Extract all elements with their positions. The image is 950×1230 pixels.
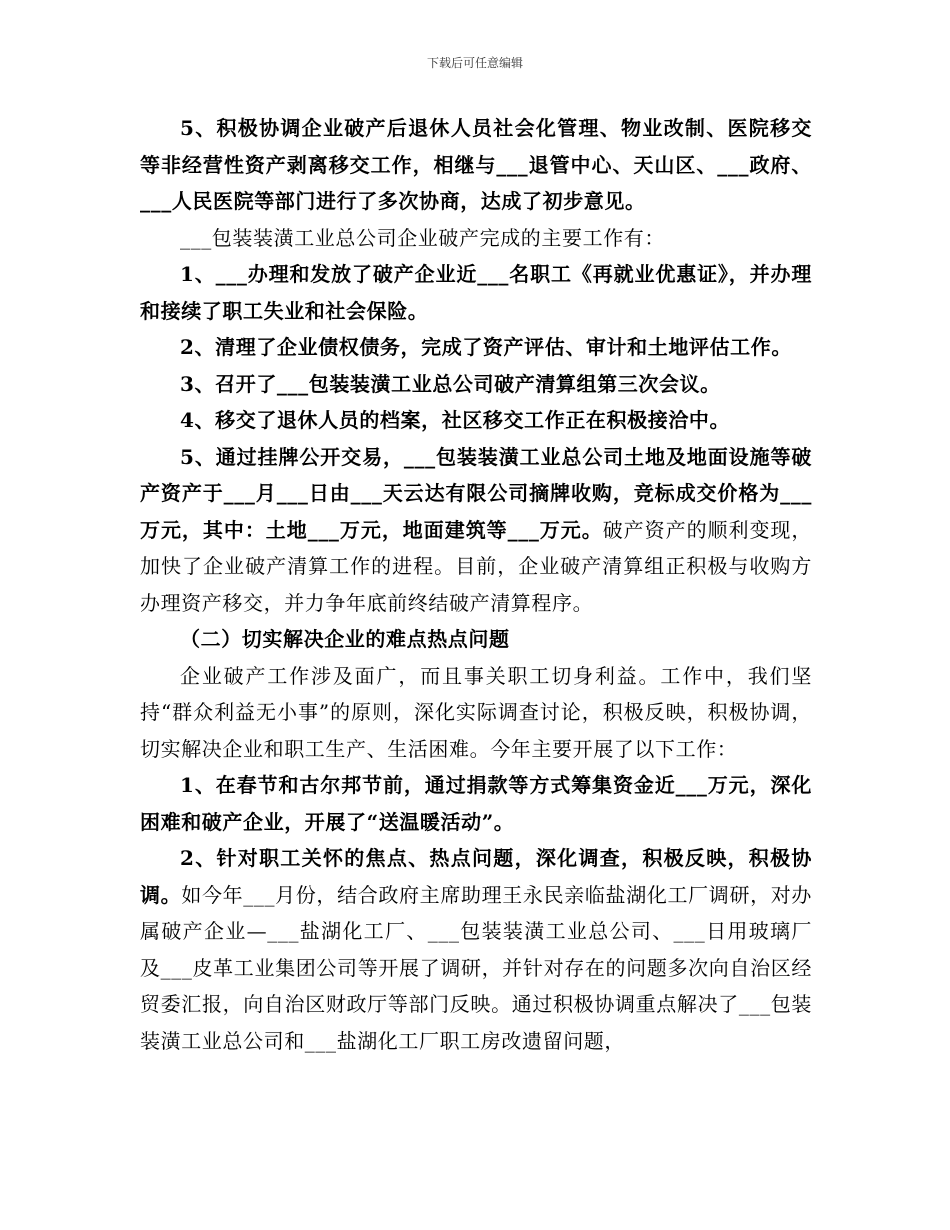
paragraph-7 bbox=[140, 439, 812, 622]
paragraph-10 bbox=[140, 767, 812, 840]
paragraph-text-bold: 5、通过挂牌公开交易，___包装装潢工业总公司土地及地面设施等破产资产于___月___日由___天云达有限公司摘牌收购，竞标成交价格为___万元，其中：土地___万元，地面建筑等___万元。 bbox=[140, 444, 812, 542]
paragraph-6 bbox=[140, 402, 812, 439]
paragraph-5 bbox=[140, 366, 812, 403]
header-note: 下载后可任意编辑 bbox=[426, 56, 523, 70]
paragraph-1 bbox=[140, 110, 812, 220]
paragraph-text: 1、在春节和古尔邦节前，通过捐款等方式筹集资金近___万元，深化困难和破产企业，开展了“送温暖活动”。 bbox=[140, 773, 812, 834]
paragraph-text: 5、积极协调企业破产后退休人员社会化管理、物业改制、医院移交等非经营性资产剥离移交工作，相继与___退管中心、天山区、___政府、___人民医院等部门进行了多次协商，达成了初步意见。 bbox=[140, 116, 812, 213]
section-heading-text: （二）切实解决企业的难点热点问题 bbox=[180, 627, 510, 651]
paragraph-text-bold: 2、针对职工关怀的焦点、热点问题，深化调查，积极反映，积极协调。 bbox=[140, 846, 812, 907]
paragraph-3 bbox=[140, 256, 812, 329]
paragraph-text-regular: 如今年___月份，结合政府主席助理王永民亲临盐湖化工厂调研，对办属破产企业—___盐湖化工厂、___包装装潢工业总公司、___日用玻璃厂及___皮革工业集团公司等开展了调研，并针对存在的问题多次向自治区经贸委汇报，向自治区财政厅等部门反映。通过积极协调重点解决了___包装装潢工业总公司和___盐湖化工厂职工房改遗留问题， bbox=[140, 882, 813, 1053]
paragraph-2 bbox=[140, 220, 812, 257]
document-body bbox=[140, 110, 812, 1059]
paragraph-4 bbox=[140, 329, 812, 366]
section-heading bbox=[140, 621, 812, 658]
paragraph-11 bbox=[140, 840, 812, 1059]
paragraph-text: 4、移交了退休人员的档案，社区移交工作正在积极接洽中。 bbox=[180, 408, 731, 432]
paragraph-text: 2、清理了企业债权债务，完成了资产评估、审计和土地评估工作。 bbox=[180, 335, 792, 359]
paragraph-text-regular: 破产资产的顺利变现，加快了企业破产清算工作的进程。目前，企业破产清算组正积极与收购方办理资产移交，并力争年底前终结破产清算程序。 bbox=[140, 517, 813, 615]
paragraph-9 bbox=[140, 658, 812, 768]
paragraph-text: 企业破产工作涉及面广，而且事关职工切身利益。工作中，我们坚持“群众利益无小事”的原则，深化实际调查讨论，积极反映，积极协调，切实解决企业和职工生产、生活困难。今年主要开展了以下工作： bbox=[140, 663, 812, 761]
paragraph-text: ___包装装潢工业总公司企业破产完成的主要工作有： bbox=[180, 225, 665, 250]
paragraph-text: 1、___办理和发放了破产企业近___名职工《再就业优惠证》，并办理和接续了职工失业和社会保险。 bbox=[140, 262, 812, 323]
paragraph-text: 3、召开了___包装装潢工业总公司破产清算组第三次会议。 bbox=[180, 371, 721, 396]
